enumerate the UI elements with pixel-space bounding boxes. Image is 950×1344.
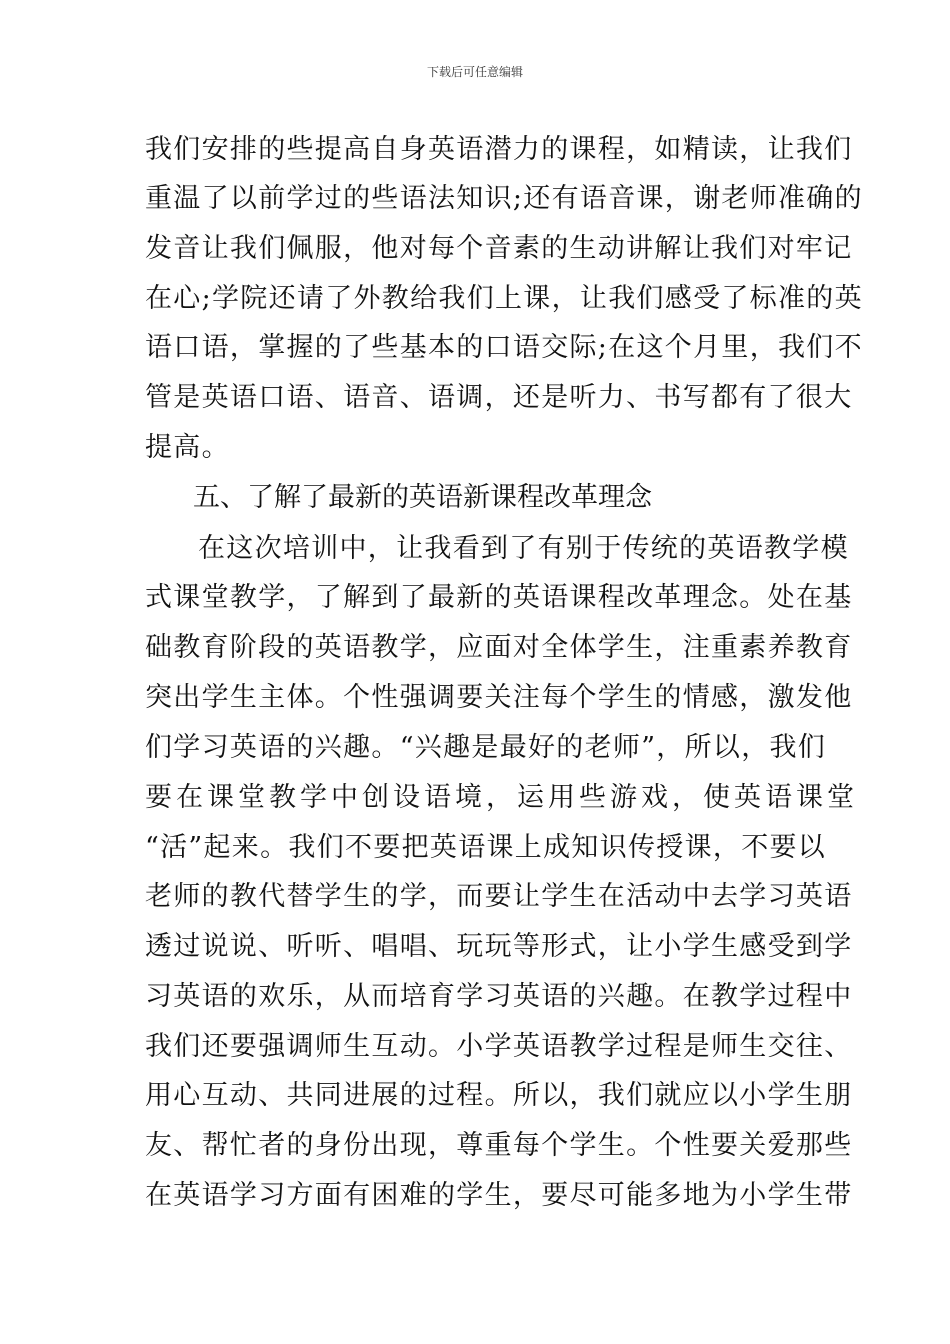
text-line: 发音让我们佩服，他对每个音素的生动讲解让我们对牢记 — [145, 233, 853, 264]
text-line: “活”起来。我们不要把英语课上成知识传授课，不要以 — [145, 832, 827, 863]
text-line: 础教育阶段的英语教学，应面对全体学生，注重素养教育 — [145, 632, 853, 663]
text-line: 提高。 — [145, 432, 230, 463]
text-line: 管是英语口语、语音、语调，还是听力、书写都有了很大 — [145, 382, 853, 413]
text-line: 在心;学院还请了外教给我们上课，让我们感受了标准的英 — [145, 283, 863, 314]
text-line: 重温了以前学过的些语法知识;还有语音课，谢老师准确的 — [145, 183, 863, 214]
text-line: 式课堂教学，了解到了最新的英语课程改革理念。处在基 — [145, 582, 853, 613]
text-line: 在这次培训中，让我看到了有别于传统的英语教学模 — [198, 533, 849, 564]
section-heading: 五、了解了最新的英语新课程改革理念 — [193, 482, 652, 513]
text-line: 习英语的欢乐，从而培育学习英语的兴趣。在教学过程中 — [145, 981, 853, 1012]
text-line: 我们还要强调师生互动。小学英语教学过程是师生交往、 — [145, 1031, 853, 1062]
text-line: 在英语学习方面有困难的学生，要尽可能多地为小学生带 — [145, 1180, 853, 1211]
text-line: 们学习英语的兴趣。“兴趣是最好的老师”，所以，我们 — [145, 732, 827, 763]
text-line: 用心互动、共同进展的过程。所以，我们就应以小学生朋 — [145, 1080, 853, 1111]
text-line: 老师的教代替学生的学，而要让学生在活动中去学习英语 — [145, 881, 853, 912]
text-line: 友、帮忙者的身份出现，尊重每个学生。个性要关爱那些 — [145, 1130, 853, 1161]
text-line: 透过说说、听听、唱唱、玩玩等形式，让小学生感受到学 — [145, 931, 853, 962]
text-line: 突出学生主体。个性强调要关注每个学生的情感，激发他 — [145, 682, 853, 713]
text-line: 我们安排的些提高自身英语潜力的课程，如精读，让我们 — [145, 134, 853, 165]
text-line: 语口语，掌握的了些基本的口语交际;在这个月里，我们不 — [145, 332, 863, 363]
text-line: 要在课堂教学中创设语境，运用些游戏，使英语课堂 — [145, 782, 858, 813]
page-header: 下载后可任意编辑 — [426, 65, 523, 79]
